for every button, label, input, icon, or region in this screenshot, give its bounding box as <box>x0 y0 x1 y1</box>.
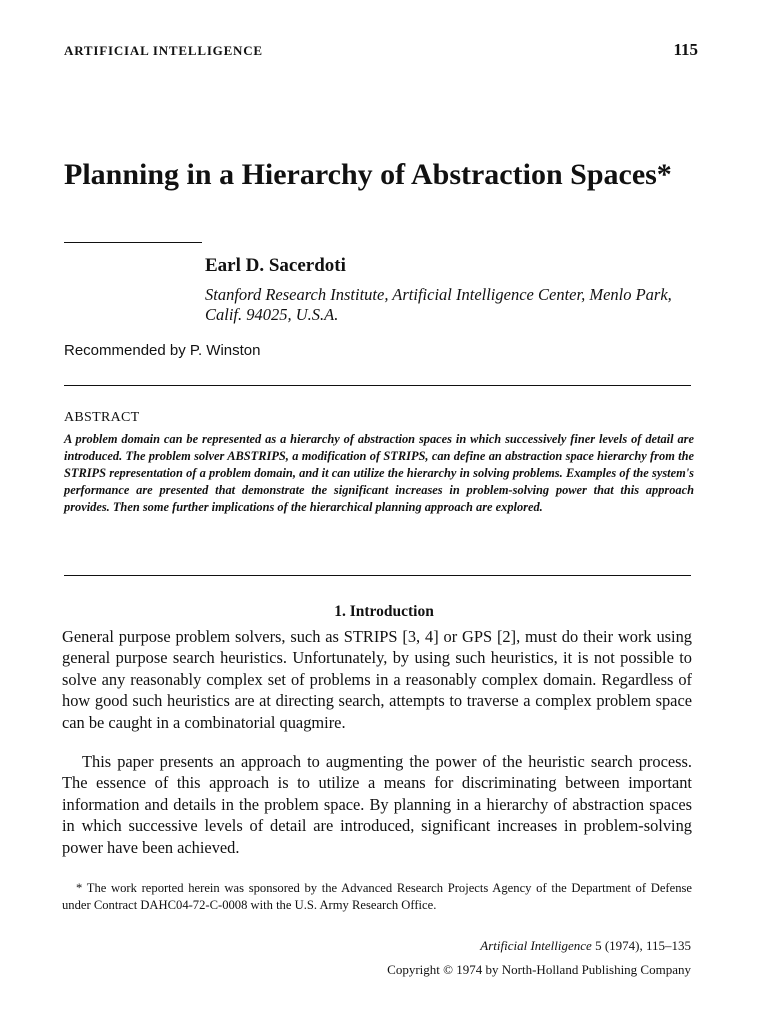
title-divider <box>64 242 202 243</box>
abstract-bottom-divider <box>64 575 691 576</box>
author-affiliation: Stanford Research Institute, Artificial Intelligence Center, Menlo Park, Calif. 94025, U.S.A. <box>205 285 672 324</box>
paper-title: Planning in a Hierarchy of Abstraction Spaces* <box>64 158 672 191</box>
abstract-heading: ABSTRACT <box>64 410 140 425</box>
journal-citation <box>480 938 691 954</box>
footnote: * The work reported herein was sponsored by the Advanced Research Projects Agency of the Department of Defense under Contract DAHC04-72-C-0008 with the U.S. Army Research Office. <box>62 881 692 912</box>
recommended-by: Recommended by P. Winston <box>64 342 261 359</box>
body-paragraph: This paper presents an approach to augmenting the power of the heuristic search process. The essence of this approach is to utilize a means for discriminating between important information and details in the problem space. By planning in a hierarchy of abstraction spaces in which successive levels of detail are introduced, significant increases in problem-solving power have been achieved. <box>62 752 692 857</box>
abstract-top-divider <box>64 385 691 386</box>
journal-name: ARTIFICIAL INTELLIGENCE <box>64 43 263 58</box>
body-paragraph: General purpose problem solvers, such as STRIPS [3, 4] or GPS [2], must do their work using general purpose search heuristics. Unfortunately, by using such heuristics, it is not possible to solve any reasonably complex set of problems in a reasonably complex domain. Regardless of how good such heuristics are at directing search, attempts to traverse a complex problem space can be caught in a combinatorial quagmire. <box>62 627 692 732</box>
copyright-notice: Copyright © 1974 by North-Holland Publishing Company <box>387 962 691 977</box>
section-heading: 1. Introduction <box>334 603 434 620</box>
author-name: Earl D. Sacerdoti <box>205 255 346 276</box>
abstract-text: A problem domain can be represented as a hierarchy of abstraction spaces in which successively finer levels of detail are introduced. The problem solver ABSTRIPS, a modification of STRIPS, can define an abstraction space hierarchy from the STRIPS representation of a problem domain, and it can utilize the hierarchy in solving problems. Examples of the system's performance are presented that demonstrate the significant increases in problem-solving power that this approach provides. Then some further implications of the hierarchical planning approach are explored. <box>64 432 694 514</box>
page-number: 115 <box>673 40 698 59</box>
citation-details: 5 (1974), 115–135 <box>595 938 691 953</box>
citation-journal: Artificial Intelligence <box>480 938 592 953</box>
running-head <box>64 40 698 60</box>
